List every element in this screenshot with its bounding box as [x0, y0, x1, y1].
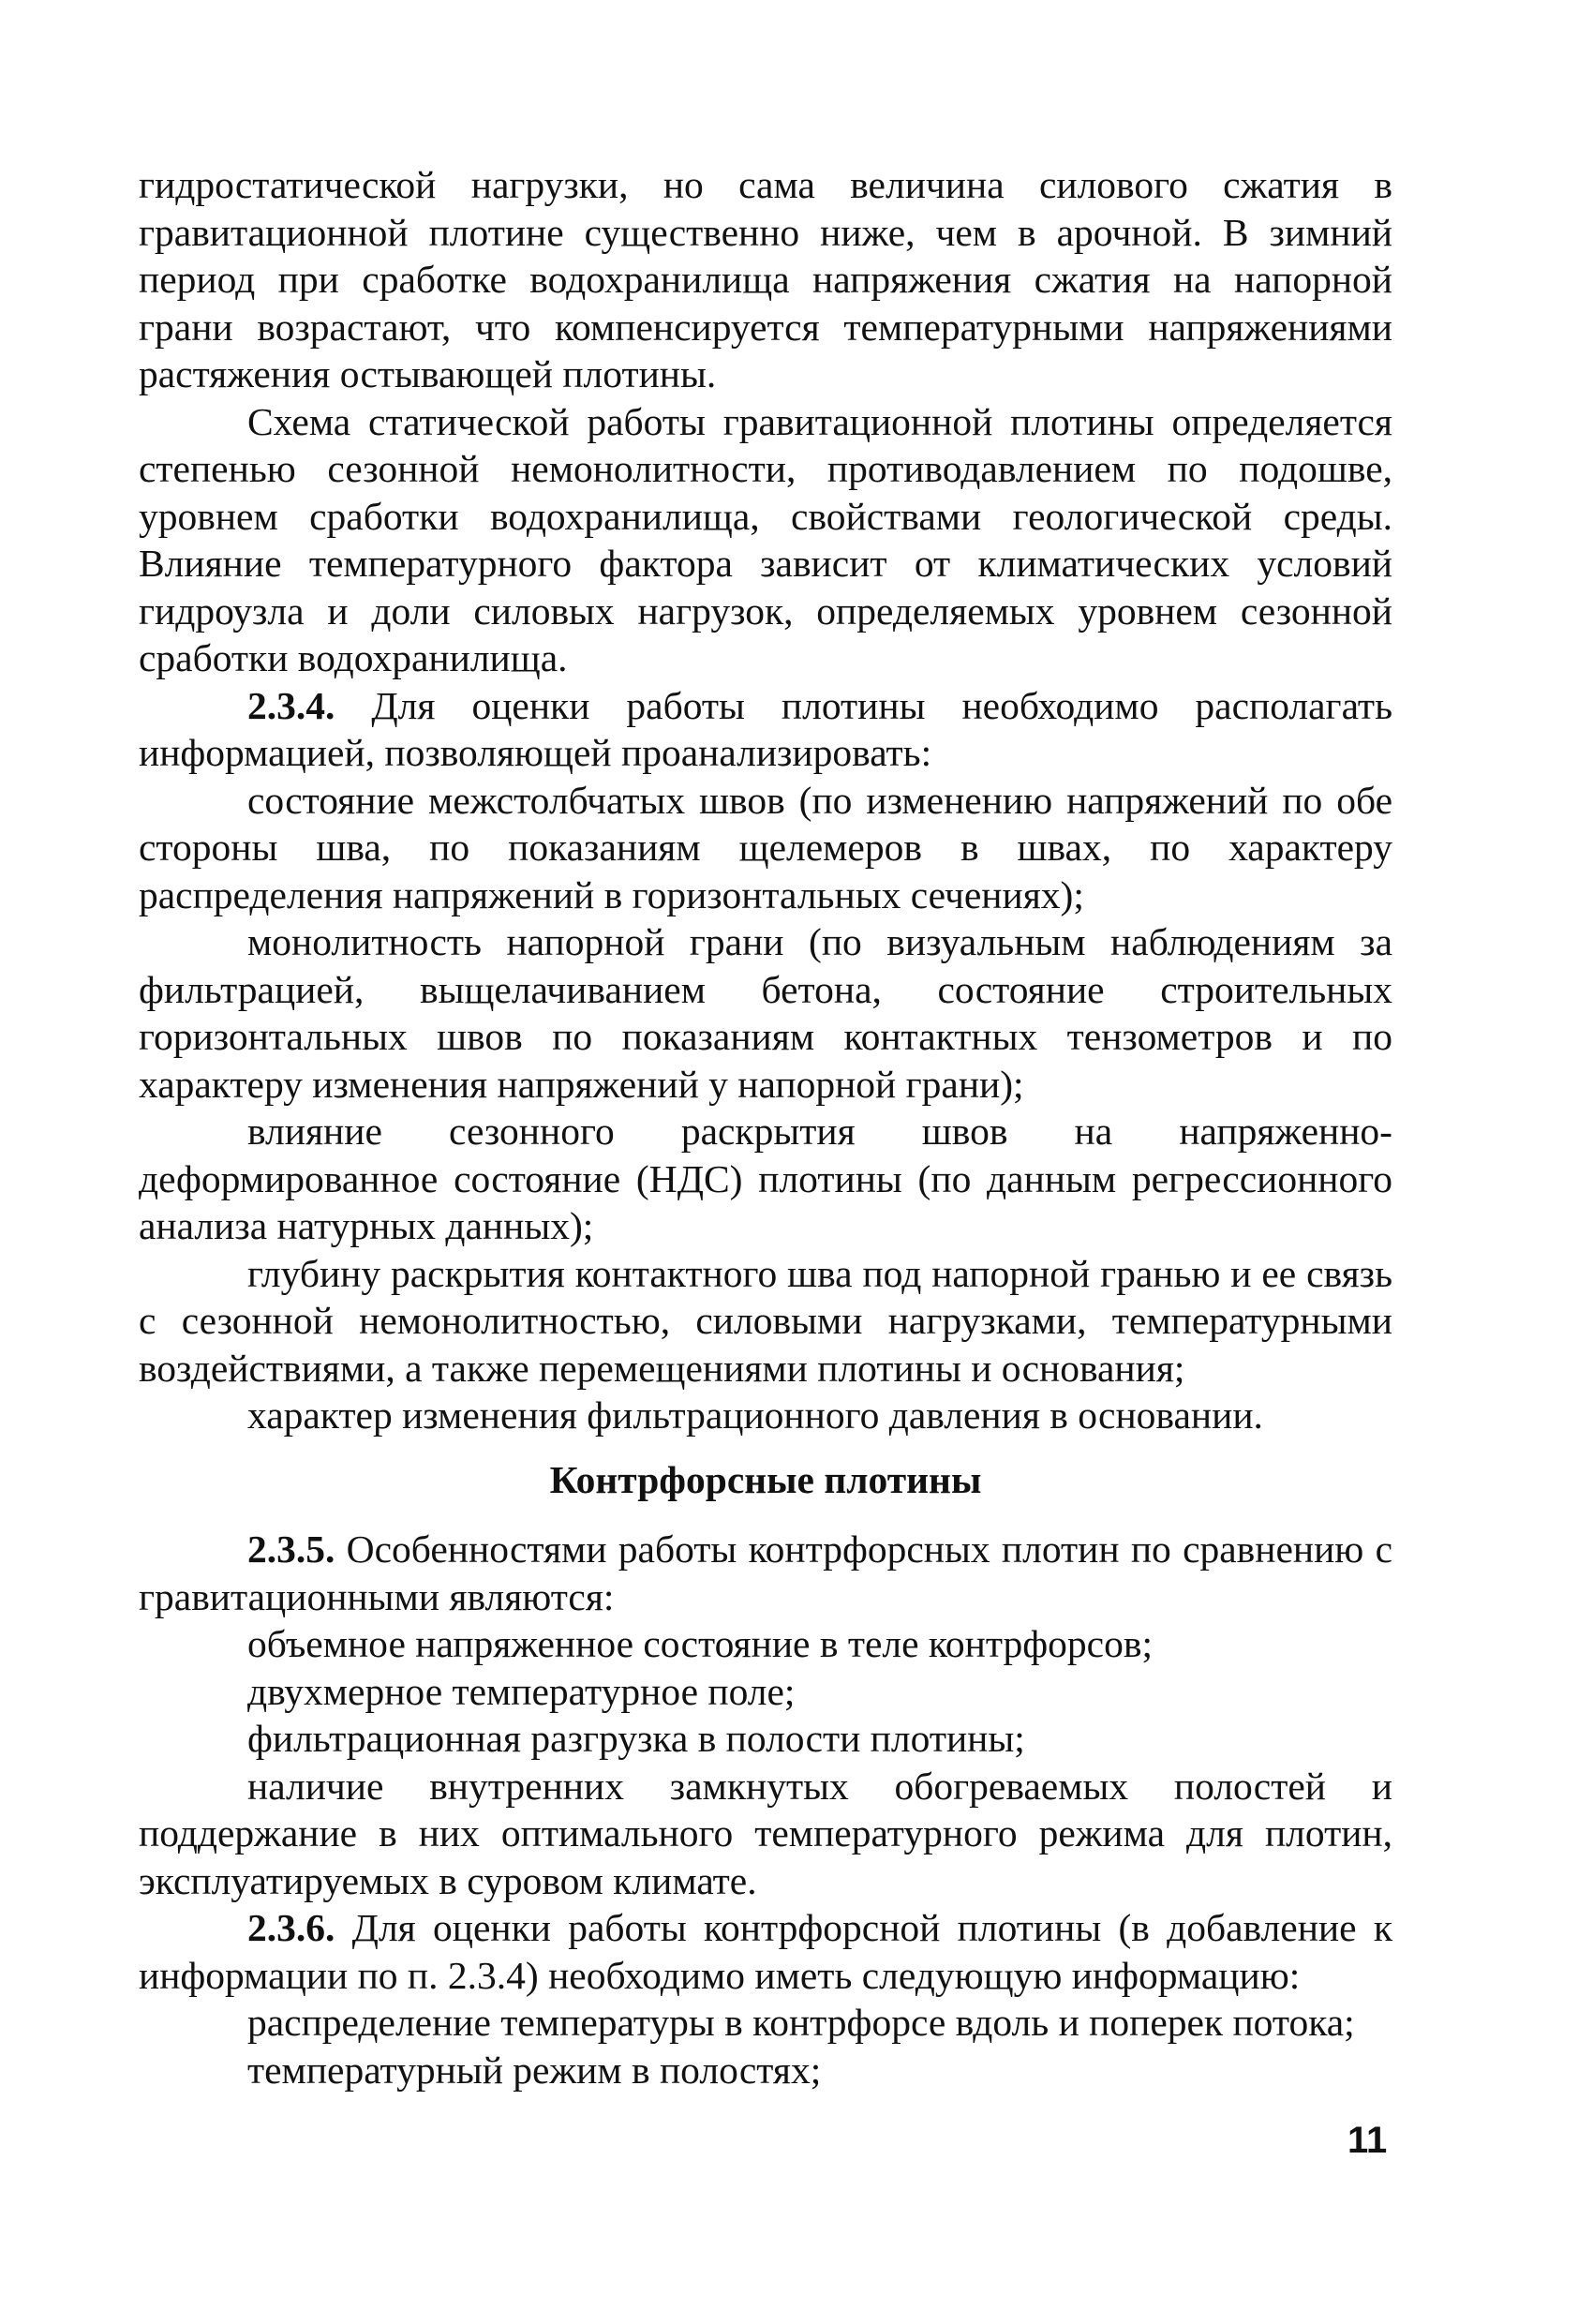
section-heading: Контрфорсные плотины	[549, 1457, 982, 1501]
clause-number: 2.3.5.	[247, 1527, 335, 1571]
paragraph-2-3-5	[139, 1526, 1392, 1620]
paragraph-continuation: гидростатической нагрузки, но сама величина силового сжатия в гравитационной плотине существенно ниже, чем в арочной. В зимний период при сработке водохранилища напряжения сжатия на напорной грани возрастают, что компенсируется температурными напряжениями растяжения остывающей плотины.	[139, 163, 1392, 395]
list-item: глубину раскрытия контактного шва под напорной гранью и ее связь с сезонной немонолитностью, силовыми нагрузками, температурными воздействиями, а также перемещениями плотины и основания;	[139, 1251, 1392, 1390]
list-item: двухмерное температурное поле;	[247, 1669, 796, 1713]
list-item: распределение температуры в контрфорсе вдоль и поперек потока;	[247, 2001, 1355, 2044]
paragraph-2-3-6	[139, 1904, 1392, 1999]
paragraph-2-3-4	[139, 682, 1392, 777]
list-item: фильтрационная разгрузка в полости плотины;	[247, 1717, 1025, 1760]
clause-text: Для оценки работы плотины необходимо располагать информацией, позволяющей проанализировать:	[139, 683, 1392, 774]
list-item: температурный режим в полостях;	[247, 2048, 822, 2092]
document-page	[139, 161, 1392, 2093]
clause-text: Для оценки работы контрфорсной плотины (в добавление к информации по п. 2.3.4) необходимо иметь следующую информацию:	[139, 1906, 1392, 1997]
clause-number: 2.3.6.	[247, 1906, 335, 1949]
list-item: наличие внутренних замкнутых обогреваемых полостей и поддержание в них оптимального температурного режима для плотин, эксплуатируемых в суровом климате.	[139, 1764, 1392, 1902]
clause-text: Особенностями работы контрфорсных плотин по сравнению с гравитационными являются:	[139, 1527, 1392, 1618]
clause-number: 2.3.4.	[247, 683, 335, 727]
page-number: 11	[1347, 2120, 1388, 2161]
list-item: характер изменения фильтрационного давления в основании.	[247, 1393, 1263, 1437]
list-item: монолитность напорной грани (по визуальным наблюдениям за фильтрацией, выщелачиванием бетона, состояние строительных горизонтальных швов по показаниям контактных тензометров и по характеру изменения напряжений у напорной грани);	[139, 920, 1392, 1106]
paragraph-scheme: Схема статической работы гравитационной плотины определяется степенью сезонной немонолитности, противодавлением по подошве, уровнем сработки водохранилища, свойствами геологической среды. Влияние температурного фактора зависит от климатических условий гидроузла и доли силовых нагрузок, определяемых уровнем сезонной сработки водохранилища.	[139, 399, 1392, 679]
list-item: влияние сезонного раскрытия швов на напряженно-деформированное состояние (НДС) плотины (по данным регрессионного анализа натурных данных);	[139, 1110, 1392, 1247]
list-item: объемное напряженное состояние в теле контрфорсов;	[247, 1622, 1153, 1665]
list-item: состояние межстолбчатых швов (по изменению напряжений по обе стороны шва, по показаниям щелемеров в швах, по характеру распределения напряжений в горизонтальных сечениях);	[139, 778, 1392, 916]
